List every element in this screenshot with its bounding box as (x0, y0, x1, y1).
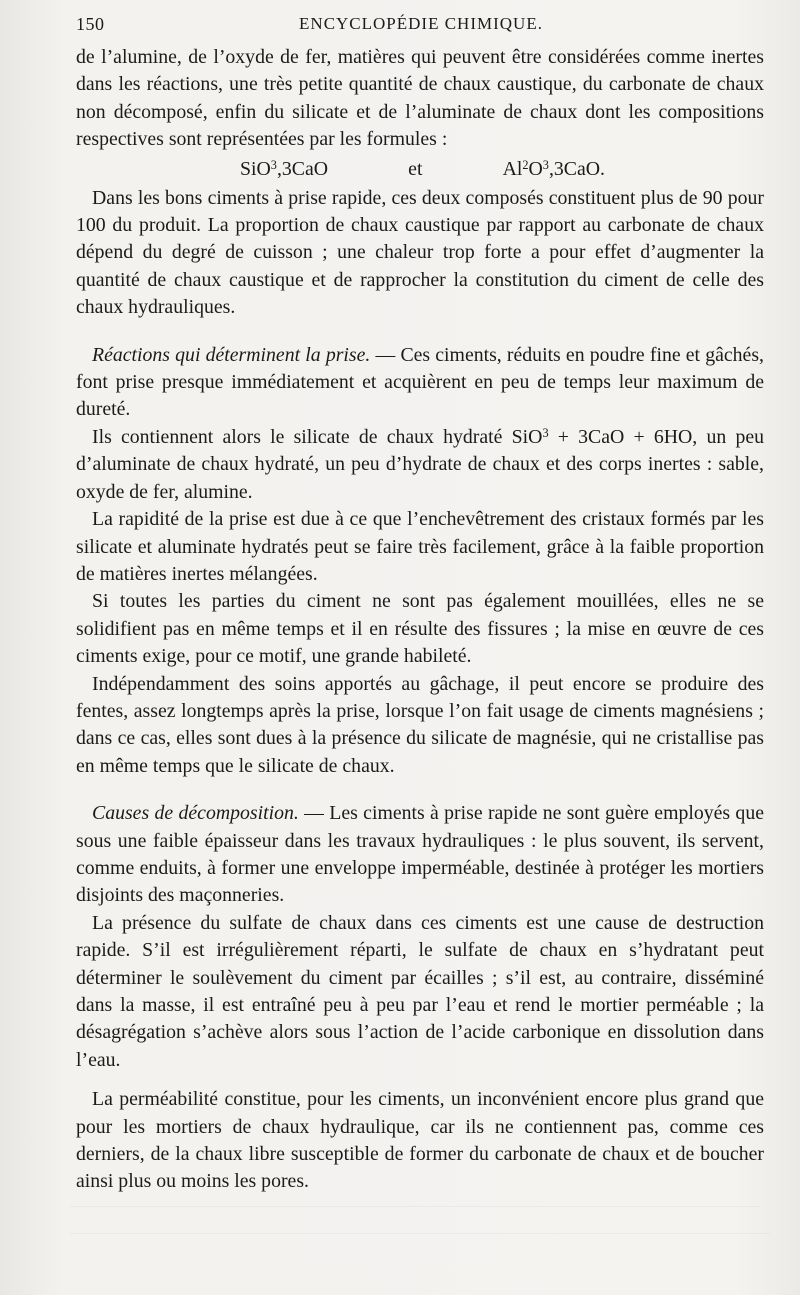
paragraph-hydrated-silicate: Ils contiennent alors le silicate de chaux hydraté SiO$^3$ + 3CaO + 6HO, un peu d’aluminate de chaux hydraté, un peu d’hydrate de chaux et des corps inertes : sable, oxyde de fer, alumine. (76, 425, 765, 503)
paragraph-gap (76, 1074, 764, 1086)
paragraph-rapidity: La rapidité de la prise est due à ce que l’enchevêtrement des cristaux formés par les silicate et aluminate hydratés peut se faire très facilement, grâce à la faible proportion de matières inertes mélangées. (76, 508, 764, 585)
formula-connector: et (408, 157, 423, 180)
paragraph-composition: Dans les bons ciments à prise rapide, ces deux composés constituent plus de 90 pour 100 du produit. La proportion de chaux caustique par rapport au carbonate de chaux dépend du degré de cuisson ; une chaleur trop forte a pour effet d’augmenter la quantité de chaux caustique et de rapprocher la constitution du ciment de celle des chaux hydrauliques. (76, 186, 764, 319)
formula-line (240, 154, 605, 185)
paragraph-continuation: de l’alumine, de l’oxyde de fer, matières qui peuvent être considérées comme inertes dans les réactions, une très petite quantité de chaux caustique, du carbonate de chaux non décomposé, enfin du silicate et de l’aluminate de chaux dont les compositions respectives sont représentées par les formules : (76, 46, 764, 151)
page-number: 150 (76, 14, 105, 34)
paragraph-permeability: La perméabilité constitue, pour les ciments, un inconvénient encore plus grand que pour les mortiers de chaux hydraulique, car ils ne contiennent pas, comme ces derniers, de la chaux libre susceptible de former du carbonate de chaux et de boucher ainsi plus ou moins les pores. (76, 1088, 764, 1193)
section-title-decomposition: Causes de décomposition. (92, 802, 299, 825)
section-decomposition: Causes de décomposition. — Les ciments à prise rapide ne sont guère employés que sous une faible épaisseur dans les travaux hydrauliques : le plus souvent, ils servent, comme enduits, à former une enveloppe imperméable, destinée à protéger les mortiers disjoints des maçonneries. (76, 802, 764, 907)
formula-aluminate: $Al^2O^3,3CaO$. (502, 157, 605, 180)
running-title: ENCYCLOPÉDIE CHIMIQUE. (299, 14, 543, 33)
formula-silicate: SiO$^3$,3CaO (240, 157, 329, 180)
body-text (76, 44, 764, 1196)
section-title-reactions: Réactions qui déterminent la prise. (92, 343, 371, 366)
section-gap (76, 780, 764, 800)
paragraph-sulfate: La présence du sulfate de chaux dans ces ciments est une cause de destruction rapide. S’il est irrégulièrement réparti, le sulfate de chaux en s’hydratant peut déterminer le soulèvement du ciment par écailles ; s’il est, au contraire, disséminé dans la masse, il est entraîné peu à peu par l’eau et rend le mortier perméable ; la désagrégation s’achève alors sous l’action de l’acide carbonique en dissolution dans l’eau. (76, 911, 764, 1071)
page-header (76, 14, 766, 40)
section-gap (76, 322, 764, 342)
paragraph-fissures: Si toutes les parties du ciment ne sont pas également mouillées, elles ne se solidifient pas en même temps et il en résulte des fissures ; la mise en œuvre de ces ciments exige, pour ce motif, une grande habileté. (76, 590, 764, 668)
paragraph-magnesian: Indépendamment des soins apportés au gâchage, il peut encore se produire des fentes, assez longtemps après la prise, lorsque l’on fait usage de ciments magnésiens ; dans ce cas, elles sont dues à la présence du silicate de magnésie, qui ne cristallise pas en même temps que le silicate de chaux. (76, 672, 764, 777)
section-reactions: Réactions qui déterminent la prise. — Ces ciments, réduits en poudre fine et gâchés, font prise presque immédiatement et acquièrent en peu de temps leur maximum de dureté. (76, 343, 764, 421)
